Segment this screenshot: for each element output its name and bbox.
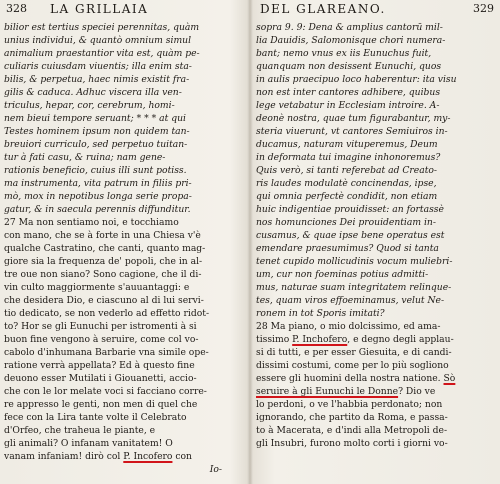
text-line xyxy=(4,177,242,190)
line-text: tenet cupido mollicudinis vocum muliebri- xyxy=(256,256,453,267)
line-text: fece con la Lira tante volte il Celebrato xyxy=(4,412,187,423)
text-line xyxy=(4,73,242,86)
text-line xyxy=(256,242,496,255)
line-text: essere gli huomini della nostra natione. xyxy=(256,373,444,384)
line-text: ducamus, naturam vituperemus, Deum xyxy=(256,139,438,150)
line-text: 28 Ma piano, o mio dolcissimo, ed ama- xyxy=(256,321,441,332)
line-text: um, cur non foeminas potius admitti- xyxy=(256,269,429,280)
text-line xyxy=(4,203,242,216)
text-line xyxy=(4,372,242,385)
text-line xyxy=(4,34,242,47)
right-page-text xyxy=(256,21,496,450)
text-line xyxy=(256,398,496,411)
line-text: ? Dio ve xyxy=(398,386,436,397)
text-line xyxy=(4,437,242,450)
line-text: tissimo xyxy=(256,334,293,345)
line-text: nem bieui tempore seruant; * * * at qui xyxy=(4,113,186,124)
text-line xyxy=(4,424,242,437)
line-text: rationis beneficio, cuius illi sunt potiss. xyxy=(4,165,187,176)
line-text: sopra 9. 9: Dena & amplius cantorū mil- xyxy=(256,22,443,33)
text-line xyxy=(4,333,242,346)
text-line xyxy=(256,411,496,424)
text-line xyxy=(4,294,242,307)
line-text: non est inter cantores adhibere, quibus xyxy=(256,87,441,98)
text-line xyxy=(4,99,242,112)
text-line xyxy=(4,359,242,372)
text-line xyxy=(256,372,496,385)
line-text: mò, mox in nepotibus longa serie propa- xyxy=(4,191,192,202)
line-text: vin culto maggiormente s'auuantaggi: e xyxy=(4,282,190,293)
text-line xyxy=(4,281,242,294)
line-text: lia Dauidis, Salomonisque chori numera- xyxy=(256,35,446,46)
line-text: deonè nostra, quae tum figurabantur, my- xyxy=(256,113,451,124)
line-text: bilior est tertius speciei perennitas, quàm xyxy=(4,22,200,33)
text-line xyxy=(4,190,242,203)
line-text: triculus, hepar, cor, cerebrum, homi- xyxy=(4,100,175,111)
line-text: lege vetabatur in Ecclesiam introire. A- xyxy=(256,100,440,111)
text-line xyxy=(4,86,242,99)
line-text: cusamus, & quae ipse bene operatus est xyxy=(256,230,445,241)
text-line xyxy=(4,268,242,281)
line-text: tur à fati casu, & ruina; nam gene- xyxy=(4,152,166,163)
text-line xyxy=(256,47,496,60)
line-text: 27 Ma non sentiamo noi, e tocchiamo xyxy=(4,217,179,228)
left-running-title: LA GRILLAIA xyxy=(50,2,149,16)
line-text: huic indigentiae prouidisset: an fortassè xyxy=(256,204,444,215)
text-line xyxy=(256,229,496,242)
line-text: gli animali? O infanam vanitatem! O xyxy=(4,438,173,449)
text-line xyxy=(256,320,496,333)
right-running-title: DEL GLAREANO. xyxy=(260,2,386,16)
text-line xyxy=(256,73,496,86)
line-text: to à Macerata, e d'indi alla Metropoli de- xyxy=(256,425,448,436)
line-text: in deformata tui imagine inhonoremus? xyxy=(256,152,441,163)
line-text: ma instrumenta, vita patrum in filiis pri- xyxy=(4,178,192,189)
text-line xyxy=(4,255,242,268)
text-line xyxy=(256,138,496,151)
text-line xyxy=(4,398,242,411)
left-page-text xyxy=(4,21,242,476)
line-text: animalium praestantior vita est, quàm pe- xyxy=(4,48,200,59)
text-line xyxy=(256,151,496,164)
line-text: bilis, & perpetua, haec nimis existit fra- xyxy=(4,74,190,85)
line-text: emendare praesumimus? Quod si tanta xyxy=(256,243,439,254)
line-text: buon fine vengono à seruire, come col vo- xyxy=(4,334,199,345)
red-underline-highlight: P. Inchofero xyxy=(292,334,348,345)
text-line xyxy=(4,346,242,359)
line-text: che con le lor melate voci si facciano corre- xyxy=(4,386,207,397)
text-line xyxy=(256,437,496,450)
line-text: mus, naturae suam integritatem relinque- xyxy=(256,282,452,293)
line-text: Quis verò, si tanti referebat ad Creato- xyxy=(256,165,438,176)
line-text: con mano, che se à forte in una Chiesa v'è xyxy=(4,230,201,241)
line-text: bant; nemo vnus ex iis Eunuchus fuit, xyxy=(256,48,432,59)
text-line xyxy=(256,216,496,229)
line-text: qui omnia perfectè condidit, non etiam xyxy=(256,191,438,202)
line-text: con xyxy=(172,451,192,462)
catchword: Io- xyxy=(209,464,222,475)
right-page-header xyxy=(256,2,496,18)
line-text: tio dedicato, se non vederlo ad effetto ridot- xyxy=(4,308,210,319)
line-text: ratione verrà appellata? Ed à questo fine xyxy=(4,360,195,371)
text-line xyxy=(4,138,242,151)
line-text: qualche Castratino, che canti, quanto mag- xyxy=(4,243,206,254)
line-text: vanam infaniam! dirò col xyxy=(4,451,124,462)
text-line xyxy=(256,86,496,99)
line-text: in aulis praecipuo loco haberentur: ita visu xyxy=(256,74,457,85)
line-text: d'Orfeo, che traheua le piante, e xyxy=(4,425,156,436)
text-line xyxy=(4,450,242,463)
line-text: steria viuerunt, vt cantores Semiuiros in- xyxy=(256,126,448,137)
text-line xyxy=(4,151,242,164)
text-line xyxy=(256,385,496,398)
red-underline-highlight: Sò xyxy=(443,373,456,384)
line-text: deuono esser Mutilati i Giouanetti, accio- xyxy=(4,373,197,384)
line-text: nos homunciones Dei prouidentiam in- xyxy=(256,217,436,228)
text-line xyxy=(256,294,496,307)
line-text: quanquam non desissent Eunuchi, quos xyxy=(256,61,442,72)
line-text: gatur, & in saecula perennis diffunditur. xyxy=(4,204,191,215)
text-line xyxy=(256,190,496,203)
line-text: che desidera Dio, e ciascuno al di lui servi- xyxy=(4,295,204,306)
text-line xyxy=(256,424,496,437)
text-line xyxy=(4,112,242,125)
red-underline-highlight: seruire à gli Eunuchi le Donne xyxy=(256,386,399,397)
text-line xyxy=(4,320,242,333)
text-line xyxy=(256,333,496,346)
line-text: dissimi costumi, come per lo più sogliono xyxy=(256,360,449,371)
line-text: to? Hor se gli Eunuchi per istromenti à si xyxy=(4,321,197,332)
text-line xyxy=(4,47,242,60)
text-line xyxy=(256,346,496,359)
text-line xyxy=(4,411,242,424)
text-line xyxy=(4,216,242,229)
line-text: Testes hominem ipsum non quidem tan- xyxy=(4,126,190,137)
left-page-header xyxy=(4,2,242,18)
line-text: re appresso le genti, non men di quel che xyxy=(4,399,198,410)
text-line xyxy=(256,203,496,216)
right-page-number: 329 xyxy=(473,2,494,15)
text-line xyxy=(256,255,496,268)
text-line xyxy=(256,34,496,47)
line-text: cabolo d'inhumana Barbarie vna simile ope- xyxy=(4,347,209,358)
text-line xyxy=(4,60,242,73)
line-text: gilis & caduca. Adhuc viscera illa ven- xyxy=(4,87,182,98)
text-line xyxy=(256,359,496,372)
line-text: ronem in tot Sporis imitati? xyxy=(256,308,385,319)
line-text: giore sia la frequenza de' popoli, che in al- xyxy=(4,256,203,267)
text-line xyxy=(256,112,496,125)
left-page xyxy=(4,0,242,484)
line-text: ignorando, che partito da Roma, e passa- xyxy=(256,412,448,423)
line-text: lo perdoni, o ve l'habbia perdonato; non xyxy=(256,399,443,410)
text-line xyxy=(4,242,242,255)
line-text: ris laudes modulatè concinendas, ipse, xyxy=(256,178,437,189)
line-text: unius individui, & quantò omnium simul xyxy=(4,35,192,46)
text-line xyxy=(4,385,242,398)
line-text: breuiori curriculo, sed perpetuo tuitan- xyxy=(4,139,188,150)
text-line xyxy=(256,125,496,138)
text-line xyxy=(4,229,242,242)
text-line xyxy=(256,60,496,73)
text-line xyxy=(4,164,242,177)
text-line xyxy=(256,307,496,320)
text-line xyxy=(256,177,496,190)
right-page xyxy=(256,0,496,484)
text-line xyxy=(4,307,242,320)
line-text: , e degno degli applau- xyxy=(347,334,454,345)
text-line xyxy=(256,164,496,177)
text-line xyxy=(4,21,242,34)
line-text: tes, quam viros effoeminamus, velut Ne- xyxy=(256,295,445,306)
line-text: gli Insubri, furono molto corti i giorni vo- xyxy=(256,438,448,449)
left-page-number: 328 xyxy=(6,2,27,15)
text-line xyxy=(256,281,496,294)
text-line xyxy=(4,125,242,138)
line-text: si di tutti, e per esser Giesuita, e di candi- xyxy=(256,347,452,358)
text-line xyxy=(256,268,496,281)
line-text: culiaris cuiusdam viuentis; illa enim sta- xyxy=(4,61,192,72)
text-line xyxy=(256,99,496,112)
line-text: tre oue non siano? Sono cagione, che il di- xyxy=(4,269,202,280)
red-underline-highlight: P. Incofero xyxy=(123,451,173,462)
book-gutter xyxy=(247,0,253,484)
text-line xyxy=(256,21,496,34)
